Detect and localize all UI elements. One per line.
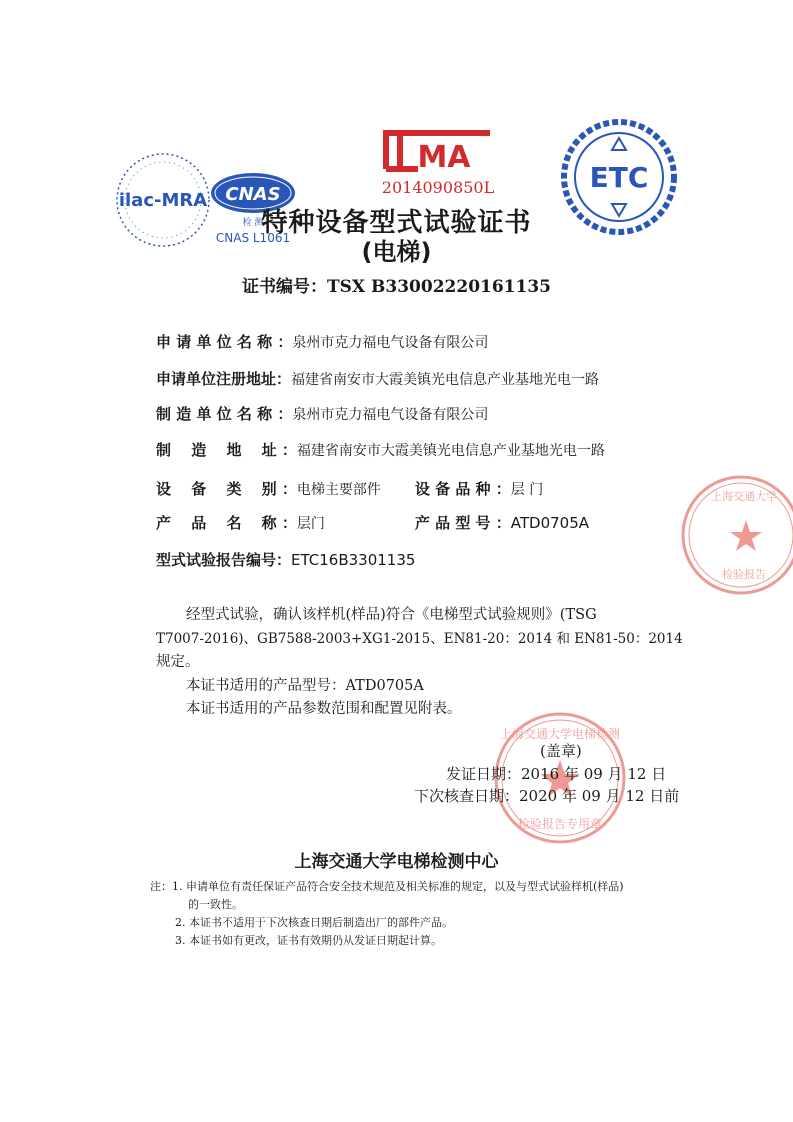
edge-seal-stamp — [676, 470, 793, 600]
category-value: 电梯主要部件 — [296, 482, 381, 498]
model-value: ATD0705A — [510, 514, 590, 532]
category-row — [156, 477, 543, 501]
svg-text:ilac-MRA: ilac-MRA — [118, 190, 208, 211]
seal-label: (盖章) — [540, 742, 582, 760]
svg-text:CNAS: CNAS — [225, 184, 281, 205]
svg-text:上海交通大学: 上海交通大学 — [711, 490, 777, 503]
svg-text:MA: MA — [417, 140, 471, 175]
product-name-label: 产 品 名 称 ： — [156, 514, 297, 532]
svg-text:上海交通大学电梯检测: 上海交通大学电梯检测 — [499, 727, 621, 741]
category-label: 设 备 类 别 ： — [156, 480, 297, 498]
svg-text:检验报告: 检验报告 — [722, 568, 766, 581]
note-3: 3. 本证书如有更改，证书有效期仍从发证日期起计算。 — [175, 934, 442, 947]
svg-text:检 测: 检 测 — [242, 218, 264, 228]
report-no-row — [156, 548, 415, 572]
report-no-label: 型式试验报告编号： — [156, 551, 292, 569]
manufacturer-value: 泉州市克力福电气设备有限公司 — [292, 407, 489, 423]
cert-number-value: TSX B33002220161135 — [326, 277, 551, 297]
reg-address-value: 福建省南安市大霞美镇光电信息产业基地光电一路 — [291, 372, 600, 388]
cma-logo — [378, 125, 498, 200]
body-line-3: 规定。 — [156, 654, 200, 670]
report-no-value: ETC16B3301135 — [291, 551, 416, 569]
svg-text:检验报告专用章: 检验报告专用章 — [517, 817, 603, 831]
mfg-address-row — [156, 438, 605, 462]
svg-text:CNAS L1061: CNAS L1061 — [215, 231, 291, 245]
mfg-address-value: 福建省南安市大霞美镇光电信息产业基地光电一路 — [296, 443, 605, 459]
reg-address-label: 申请单位注册地址： — [156, 370, 292, 388]
variety-value: 层 门 — [510, 482, 544, 498]
certificate-subtitle: (电梯) — [361, 238, 432, 266]
certificate-number — [0, 272, 793, 297]
body-line-5: 本证书适用的产品参数范围和配置见附表。 — [186, 701, 462, 717]
issue-date: 发证日期：2016 年 09 月 12 日 — [446, 765, 667, 783]
applicant-value: 泉州市克力福电气设备有限公司 — [292, 335, 489, 351]
mfg-address-label: 制 造 地 址 ： — [156, 441, 297, 459]
testing-center-name: 上海交通大学电梯检测中心 — [294, 852, 499, 872]
variety-label: 设 备 品 种 ： — [414, 480, 511, 498]
applicant-label: 申 请 单 位 名 称 ： — [156, 333, 293, 351]
note-2: 2. 本证书不适用于下次核查日期后制造出厂的部件产品。 — [175, 916, 453, 929]
manufacturer-row — [156, 402, 488, 426]
model-label: 产 品 型 号 ： — [414, 514, 511, 532]
body-line-4: 本证书适用的产品型号：ATD0705A — [186, 678, 424, 694]
svg-text:ETC: ETC — [589, 161, 649, 194]
note-1a: 注：1. 申请单位有责任保证产品符合安全技术规范及相关标准的规定，以及与型式试验样机(样品) — [150, 880, 624, 893]
body-line-2: T7007-2016)、GB7588-2003+XG1-2015、EN81-20：2014 和 EN81-50：2014 — [156, 631, 683, 647]
manufacturer-label: 制 造 单 位 名 称 ： — [156, 405, 293, 423]
svg-text:2014090850L: 2014090850L — [381, 178, 495, 197]
body-line-1: 经型式试验，确认该样机(样品)符合《电梯型式试验规则》(TSG — [186, 607, 597, 623]
product-name-value: 层门 — [296, 516, 325, 532]
cert-number-label: 证书编号： — [241, 277, 327, 297]
next-review-date: 下次核查日期：2020 年 09 月 12 日前 — [414, 787, 680, 805]
note-1b: 的一致性。 — [188, 898, 243, 911]
applicant-row — [156, 330, 488, 354]
reg-address-row — [156, 367, 599, 391]
product-row — [156, 511, 589, 535]
certificate-title: 特种设备型式试验证书 — [261, 208, 532, 238]
